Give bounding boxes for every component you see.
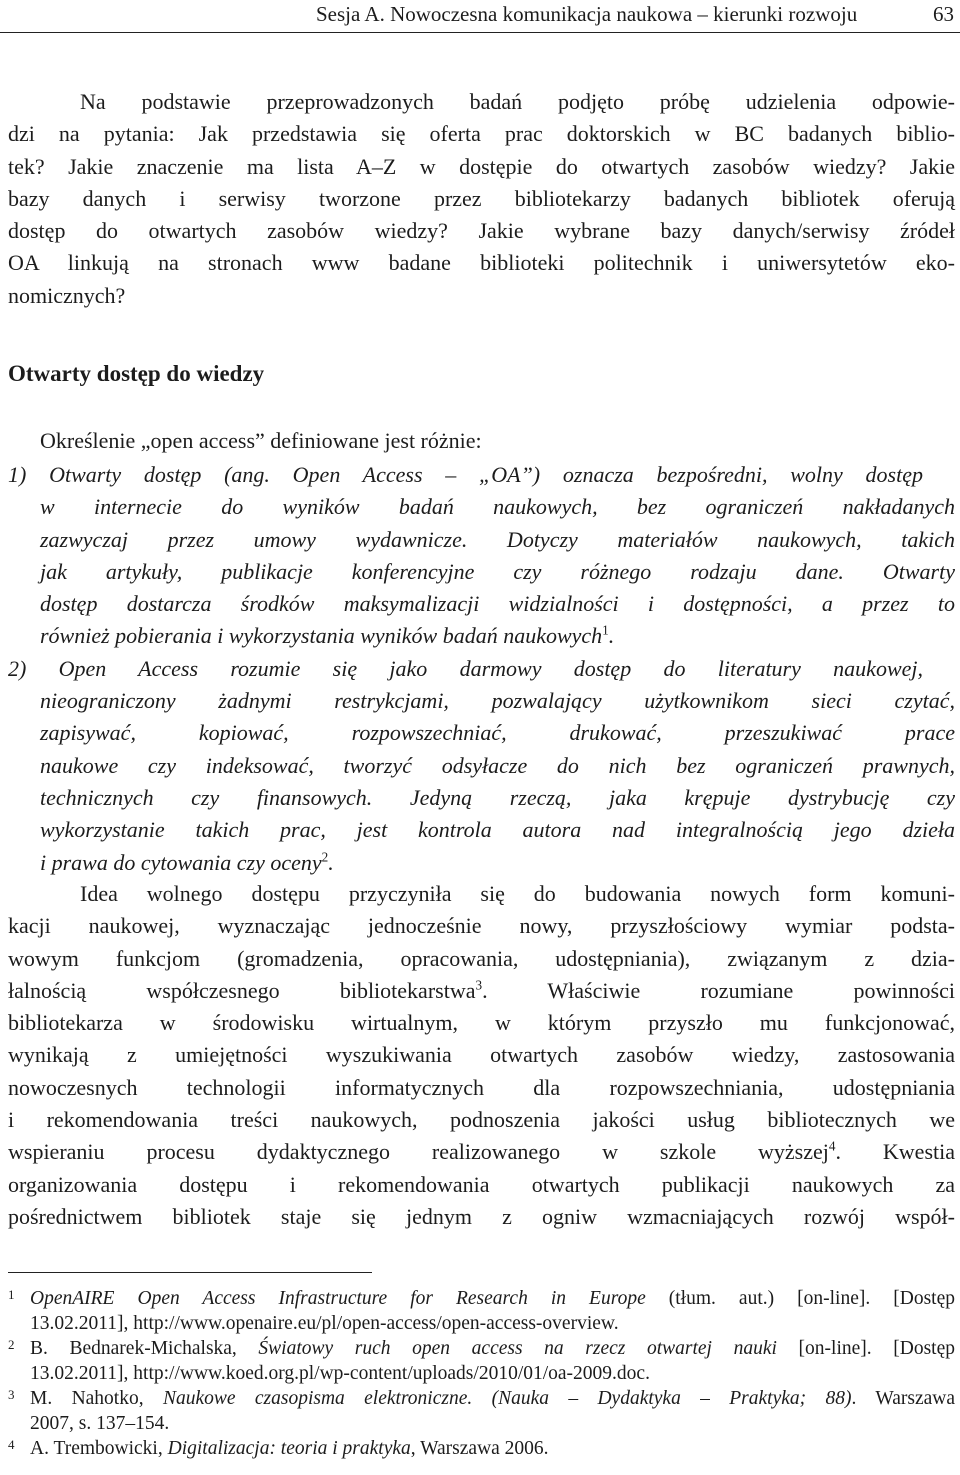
- text-span: i prawa do cytowania czy oceny: [40, 849, 322, 875]
- text-span: łalnością współczesnego bibliotekarstwa: [8, 977, 476, 1003]
- footnote-author: M. Nahotko,: [30, 1388, 163, 1409]
- definitions-list: [8, 459, 955, 879]
- footnote-number: 3: [8, 1387, 15, 1402]
- text-span: również pobierania i wykorzystania wyników badań naukowych: [40, 623, 603, 649]
- text-line: [30, 1336, 955, 1361]
- text-line: 1) Otwarty dostęp (ang. Open Access – „OA”) oznacza bezpośredni, wolny dostęp: [8, 462, 923, 487]
- footnote-4: [8, 1436, 955, 1461]
- text-span: , Warszawa 2006.: [410, 1438, 549, 1459]
- text-line: [30, 1436, 955, 1461]
- footnote-number: 4: [8, 1437, 15, 1452]
- page-number: 63: [933, 2, 954, 26]
- lead-sentence: Określenie „open access” definiowane jest różnie:: [40, 428, 482, 453]
- text-line: wowym funkcjom (gromadzenia, opracowania, udostępniania), związanym z dzia-: [8, 945, 955, 971]
- text-span: wspieraniu procesu dydaktycznego realizowanego w szkole wyższej: [8, 1139, 829, 1165]
- text-line: [8, 847, 955, 879]
- footnote-title: Digitalizacja: teoria i praktyka: [167, 1438, 411, 1459]
- running-title: Sesja A. Nowoczesna komunikacja naukowa – kierunki rozwoju: [316, 2, 858, 26]
- text-line: i rekomendowania treści naukowych, podnoszenia jakości usług bibliotecznych we: [8, 1107, 955, 1133]
- text-line: nieograniczony żadnymi restrykcjami, pozwalający użytkownikom sieci czytać,: [40, 688, 955, 714]
- text-span: [on-line]. [Dostęp: [776, 1338, 955, 1359]
- text-line: 2) Open Access rozumie się jako darmowy dostęp do literatury naukowej,: [8, 655, 923, 681]
- text-span: .: [608, 623, 615, 649]
- footnote-url[interactable]: 13.02.2011], http://www.openaire.eu/pl/open-access/open-access-overview.: [30, 1313, 619, 1334]
- text-line: [30, 1286, 955, 1311]
- text-line: 2007, s. 137–154.: [30, 1413, 170, 1434]
- footnote-2: [8, 1336, 955, 1386]
- text-line: OA linkują na stronach www badane biblioteki politechnik i uniwersytetów eko-: [8, 250, 955, 276]
- text-line: technicznych czy finansowych. Jedyną rzeczą, jaka krępuje dystrybucję czy: [40, 784, 955, 810]
- text-line: zazwyczaj przez umowy wydawnicze. Dotyczy materiałów naukowych, takich: [40, 526, 955, 552]
- section-heading: Otwarty dostęp do wiedzy: [8, 361, 265, 386]
- text-line: organizowania dostępu i rekomendowania otwartych publikacji naukowych za: [8, 1171, 955, 1197]
- text-line: Idea wolnego dostępu przyczyniła się do budowania nowych form komuni-: [80, 881, 955, 906]
- intro-paragraph: [8, 86, 955, 312]
- text-line: Na podstawie przeprowadzonych badań podjęto próbę udzielenia odpowie-: [80, 89, 955, 114]
- text-line: [8, 975, 955, 1007]
- footnote-title: Światowy ruch open access na rzecz otwartej nauki: [258, 1338, 777, 1359]
- footnote-url[interactable]: 13.02.2011], http://www.koed.org.pl/wp-content/uploads/2010/01/oa-2009.doc.: [30, 1363, 650, 1384]
- footnote-title: OpenAIRE Open Access Infrastructure for Research in Europe: [30, 1288, 646, 1309]
- footnotes: [8, 1286, 955, 1461]
- footnote-author: B. Bednarek-Michalska,: [30, 1338, 259, 1359]
- text-line: kacji naukowej, wyznaczając jednocześnie nowy, przyszłościowy wymiar podsta-: [8, 913, 955, 939]
- text-line: bibliotekarza w środowisku wirtualnym, w którym przyszło mu funkcjonować,: [8, 1010, 955, 1036]
- footnote-ref-4[interactable]: 4: [828, 1139, 836, 1155]
- text-line: jak artykuły, publikacje konferencyjne czy różnego rodzaju dane. Otwarty: [40, 558, 955, 584]
- text-line: naukowe czy indeksować, tworzyć odsyłacze do nich bez ograniczeń prawnych,: [40, 752, 955, 778]
- text-line: pośrednictwem bibliotek staje się jednym z ogniw wzmacniających rozwój współ-: [8, 1203, 955, 1229]
- text-line: [30, 1386, 955, 1411]
- footnote-title: Naukowe czasopisma elektroniczne. (Nauka – Dydaktyka – Praktyka; 88): [162, 1388, 852, 1409]
- text-line: bazy danych i serwisy tworzone przez bibliotekarzy badanych bibliotek oferują: [8, 185, 955, 211]
- footnote-ref-3[interactable]: 3: [475, 977, 483, 993]
- footnote-ref-2[interactable]: 2: [321, 849, 329, 865]
- footnote-separator: [8, 1272, 372, 1273]
- text-line: dostęp do otwartych zasobów wiedzy? Jakie wybrane bazy danych/serwisy źródeł: [8, 218, 955, 244]
- text-line: dzi na pytania: Jak przedstawia się oferta prac doktorskich w BC badanych biblio-: [8, 121, 955, 147]
- text-span: . Kwestia: [835, 1139, 956, 1165]
- header-rule: [0, 32, 960, 33]
- text-line: tek? Jakie znaczenie ma lista A–Z w dostępie do otwartych zasobów wiedzy? Jakie: [8, 153, 955, 179]
- text-line: zapisywać, kopiować, rozpowszechniać, drukować, przeszukiwać prace: [40, 720, 955, 746]
- footnote-1: [8, 1286, 955, 1336]
- text-line: nowoczesnych technologii informatycznych dla rozpowszechniania, udostępniania: [8, 1074, 955, 1100]
- text-line: nomicznych?: [8, 282, 126, 308]
- text-line: [8, 620, 955, 652]
- footnote-number: 1: [8, 1287, 15, 1302]
- text-line: dostęp dostarcza środków maksymalizacji widzialności i dostępności, a przez to: [40, 591, 955, 617]
- text-line: wykorzystanie takich prac, jest kontrola autora nad integralnością jego dzieła: [40, 817, 955, 843]
- footnote-ref-1[interactable]: 1: [602, 623, 609, 639]
- footnote-number: 2: [8, 1337, 15, 1352]
- text-line: w internecie do wyników badań naukowych, bez ograniczeń nakładanych: [40, 494, 955, 520]
- text-span: . Warszawa: [851, 1388, 956, 1409]
- text-line: [8, 1136, 955, 1168]
- text-span: (tłum. aut.) [on-line]. [Dostęp: [645, 1288, 955, 1309]
- text-line: wynikają z umiejętności wyszukiwania otwartych zasobów wiedzy, zastosowania: [8, 1042, 955, 1068]
- idea-paragraph: [8, 878, 955, 1233]
- footnote-author: A. Trembowicki,: [30, 1438, 168, 1459]
- text-span: . Właściwie rozumiane powinności: [482, 977, 955, 1003]
- text-span: .: [328, 849, 334, 875]
- footnote-3: [8, 1386, 955, 1436]
- running-header: [0, 0, 960, 34]
